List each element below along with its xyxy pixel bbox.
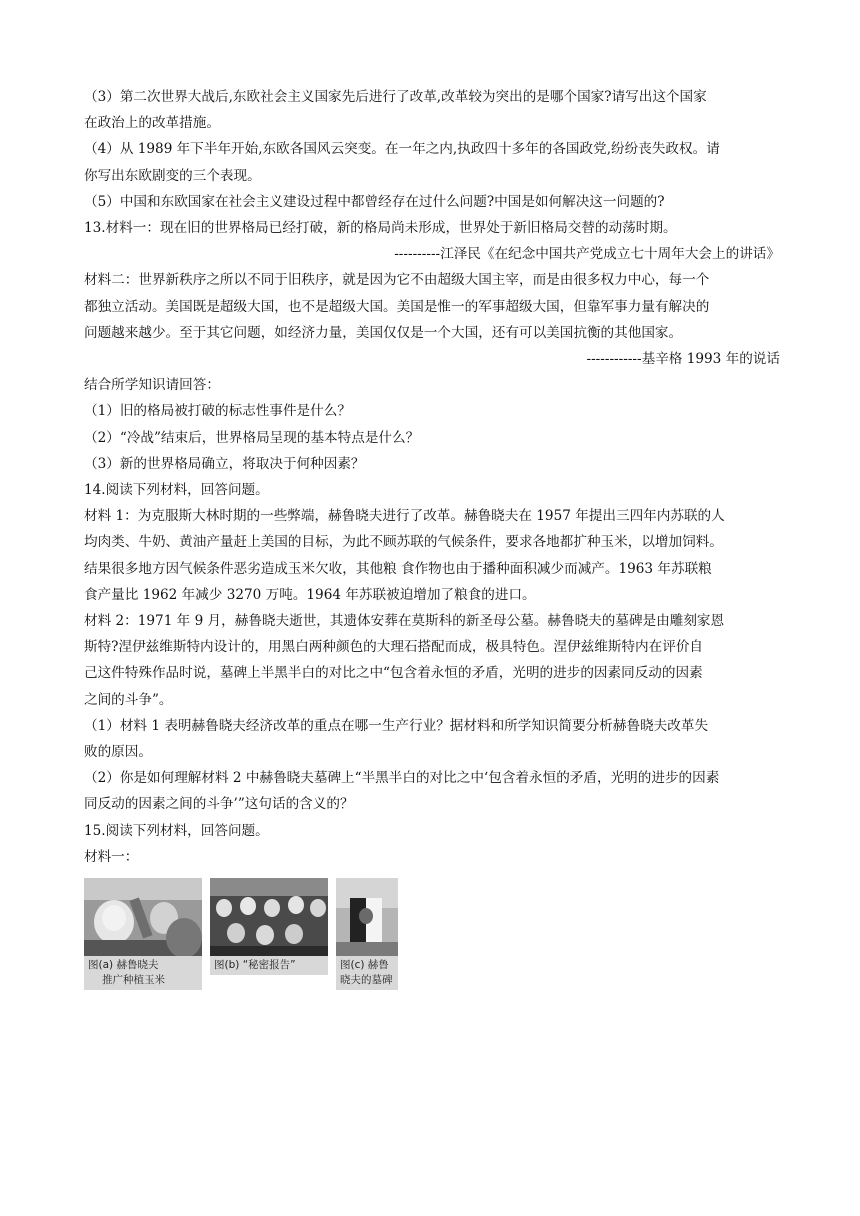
figure-b-caption bbox=[210, 956, 328, 975]
text-line-q13-3: （3）新的世界格局确立，将取决于何种因素？ bbox=[84, 455, 365, 472]
figure-row bbox=[84, 878, 780, 990]
text-line-q14-m2c: 己这件特殊作品时说，墓碑上半黑半白的对比之中“包含着永恒的矛盾，光明的进步的因素同反动的因素 bbox=[84, 665, 703, 682]
figure-c-caption bbox=[336, 956, 398, 990]
text-line-q14-m1c: 结果很多地方因气候条件恶劣造成玉米欠收，其他粮 食作物也由于播种面积减少而减产。1963 年苏联粮 bbox=[84, 560, 712, 577]
text-line-q15-m1: 材料一： bbox=[84, 848, 139, 865]
figure-c-caption-line2: 晓夫的墓碑 bbox=[340, 974, 393, 987]
document-page bbox=[84, 84, 780, 990]
figure-b-caption-line1: 图(b) “秘密报告” bbox=[214, 959, 296, 972]
text-block bbox=[84, 84, 780, 870]
text-line-q13-m2c: 问题越来越少。至于其它问题，如经济力量，美国仅仅是一个大国，还有可以美国抗衡的其他国家。 bbox=[84, 324, 683, 341]
text-line-q13-2: （2）“冷战”结束后，世界格局呈现的基本特点是什么？ bbox=[84, 429, 420, 446]
figure-a bbox=[84, 878, 202, 990]
text-line-q13-1: （1）旧的格局被打破的标志性事件是什么？ bbox=[84, 403, 351, 420]
text-line-q14-m2b: 斯特?涅伊兹维斯特内设计的，用黑白两种颜色的大理石搭配而成，极具特色。涅伊兹维斯特内在评价自 bbox=[84, 639, 704, 656]
text-line-q12-5: （5）中国和东欧国家在社会主义建设过程中都曾经存在过什么问题?中国是如何解决这一问题的? bbox=[84, 193, 665, 210]
figure-a-caption-line2: 推广种植玉米 bbox=[102, 974, 165, 987]
text-line-q14-head: 14.阅读下列材料，回答问题。 bbox=[84, 482, 269, 499]
text-line-q12-4a: （4）从 1989 年下半年开始,东欧各国风云突变。在一年之内,执政四十多年的各国政党,纷纷丧失政权。请 bbox=[84, 141, 720, 158]
text-line-q13-src2: ------------基辛格 1993 年的说话 bbox=[586, 351, 780, 368]
text-line-q14-m1b: 均肉类、牛奶、黄油产量赶上美国的目标，为此不顾苏联的气候条件，要求各地都扩种玉米，以增加饲料。 bbox=[84, 534, 723, 551]
text-line-q12-3b: 在政治上的改革措施。 bbox=[84, 115, 220, 132]
figure-c bbox=[336, 878, 398, 990]
text-line-q14-m2d: 之间的斗争”。 bbox=[84, 691, 173, 708]
photo-khrushchev-corn bbox=[84, 878, 202, 956]
text-line-q13-src1: ----------江泽民《在纪念中国共产党成立七十周年大会上的讲话》 bbox=[394, 246, 780, 263]
text-line-q14-m2a: 材料 2：1971 年 9 月，赫鲁晓夫逝世，其遗体安葬在莫斯科的新圣母公墓。赫鲁晓夫的墓碑是由雕刻家恩 bbox=[84, 613, 725, 630]
text-line-q13-m1: 13.材料一：现在旧的世界格局已经打破，新的格局尚未形成，世界处于新旧格局交替的动荡时期。 bbox=[84, 220, 677, 237]
figure-b bbox=[210, 878, 328, 975]
figure-a-caption bbox=[84, 956, 202, 990]
text-line-q12-4b: 你写出东欧剧变的三个表现。 bbox=[84, 167, 261, 184]
text-line-q13-m2a: 材料二：世界新秩序之所以不同于旧秩序，就是因为它不由超级大国主宰，而是由很多权力中心，每一个 bbox=[84, 272, 710, 289]
text-line-q14-m1d: 食产量比 1962 年减少 3270 万吨。1964 年苏联被迫增加了粮食的进口。 bbox=[84, 586, 536, 603]
photo-khrushchev-tombstone bbox=[336, 878, 398, 956]
figure-a-caption-line1: 图(a) 赫鲁晓夫 bbox=[88, 959, 159, 972]
text-line-q14-2a: （2）你是如何理解材料 2 中赫鲁晓夫墓碑上“半黑半白的对比之中‘包含着永恒的矛盾，光明的进步的因素 bbox=[84, 770, 720, 787]
text-line-q14-1b: 败的原因。 bbox=[84, 744, 152, 761]
text-line-q15-head: 15.阅读下列材料，回答问题。 bbox=[84, 822, 269, 839]
text-line-q14-m1a: 材料 1：为克服斯大林时期的一些弊端，赫鲁晓夫进行了改革。赫鲁晓夫在 1957 年提出三四年内苏联的人 bbox=[84, 508, 725, 525]
text-line-q12-3a: （3）第二次世界大战后,东欧社会主义国家先后进行了改革,改革较为突出的是哪个国家?请写出这个国家 bbox=[84, 89, 707, 105]
text-line-q14-2b: 同反动的因素之间的斗争’”这句话的含义的？ bbox=[84, 796, 354, 813]
text-line-q14-1a: （1）材料 1 表明赫鲁晓夫经济改革的重点在哪一生产行业？据材料和所学知识简要分析赫鲁晓夫改革失 bbox=[84, 717, 709, 734]
text-line-q13-intro: 结合所学知识请回答： bbox=[84, 377, 220, 394]
photo-secret-report bbox=[210, 878, 328, 956]
text-line-q13-m2b: 都独立活动。美国既是超级大国，也不是超级大国。美国是惟一的军事超级大国，但靠军事力量有解决的 bbox=[84, 298, 710, 315]
figure-c-caption-line1: 图(c) 赫鲁 bbox=[340, 959, 389, 972]
